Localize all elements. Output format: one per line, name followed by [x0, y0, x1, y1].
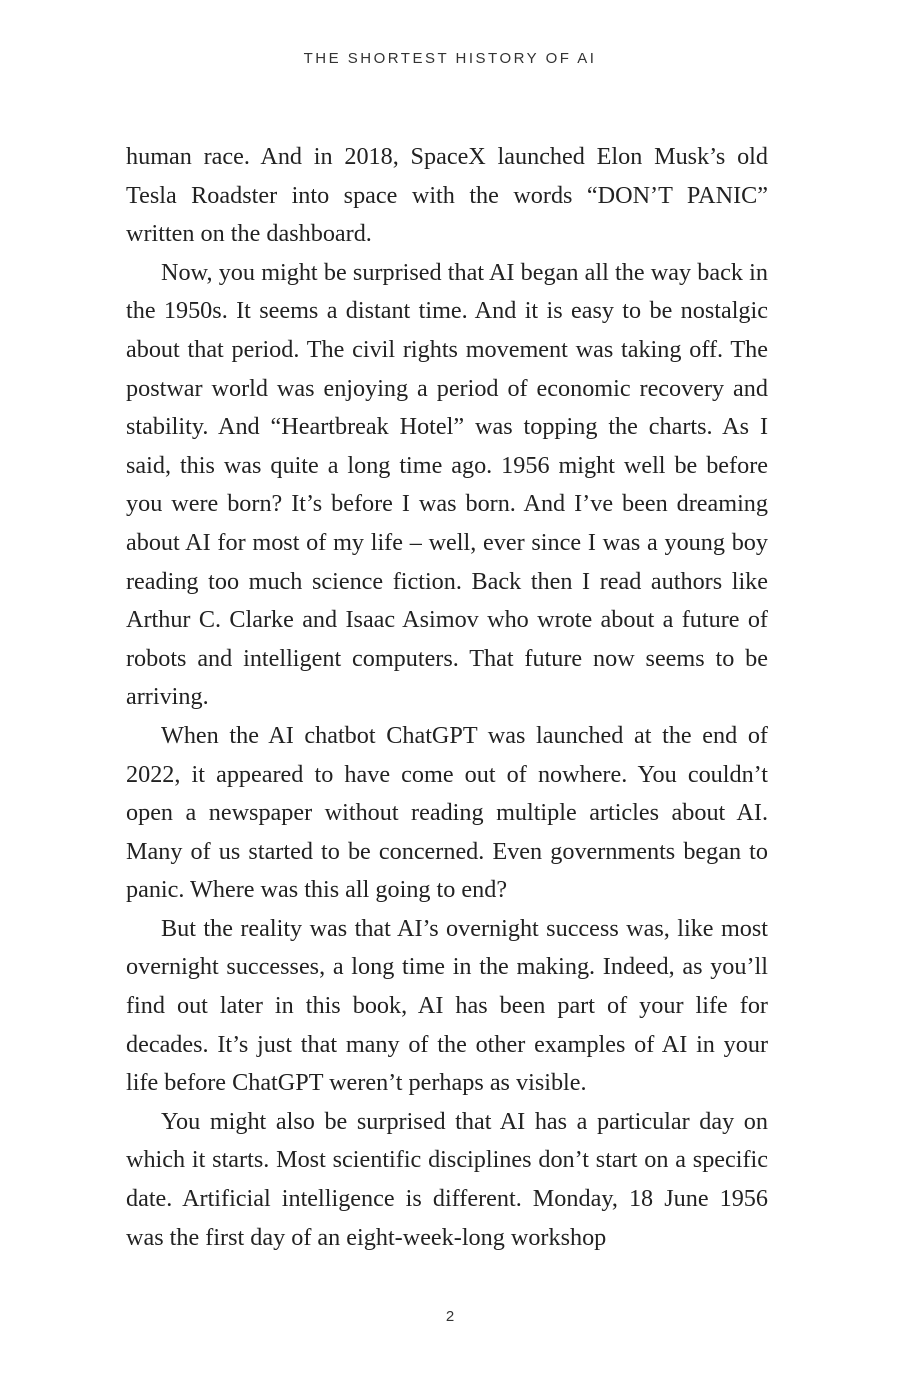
running-header: THE SHORTEST HISTORY OF AI	[303, 50, 597, 67]
page-number: 2	[445, 1308, 455, 1325]
paragraph-3: When the AI chatbot ChatGPT was launched at the end of 2022, it appeared to have come out of nowhere. You couldn’t open a newspaper without reading multiple articles about AI. Many of us started to be concerned. Even governments began to panic. Where was this all going to end?	[126, 721, 768, 904]
paragraph-1: human race. And in 2018, SpaceX launched Elon Musk’s old Tesla Roadster into space with the words “DON’T PANIC” written on the dashboard.	[126, 143, 768, 248]
body-text	[126, 138, 768, 1257]
paragraph-4: But the reality was that AI’s overnight success was, like most overnight successes, a long time in the making. Indeed, as you’ll find out later in this book, AI has been part of your life for decades. It’s just that many of the other examples of AI in your life before ChatGPT weren’t perhaps as visible.	[126, 914, 768, 1097]
paragraph-2: Now, you might be surprised that AI began all the way back in the 1950s. It seems a distant time. And it is easy to be nostalgic about that period. The civil rights movement was taking off. The postwar world was enjoying a period of economic recovery and stability. And “Heartbreak Hotel” was topping the charts. As I said, this was quite a long time ago. 1956 might well be before you were born? It’s before I was born. And I’ve been dreaming about AI for most of my life – well, ever since I was a young boy reading too much science fiction. Back then I read authors like Arthur C. Clarke and Isaac Asimov who wrote about a future of robots and intelligent computers. That future now seems to be arriving.	[126, 258, 768, 711]
paragraph-5: You might also be surprised that AI has a particular day on which it starts. Most scientific disciplines don’t start on a specific date. Artificial intelligence is different. Monday, 18 June 1956 was the first day of an eight-week-long workshop	[126, 1107, 768, 1251]
